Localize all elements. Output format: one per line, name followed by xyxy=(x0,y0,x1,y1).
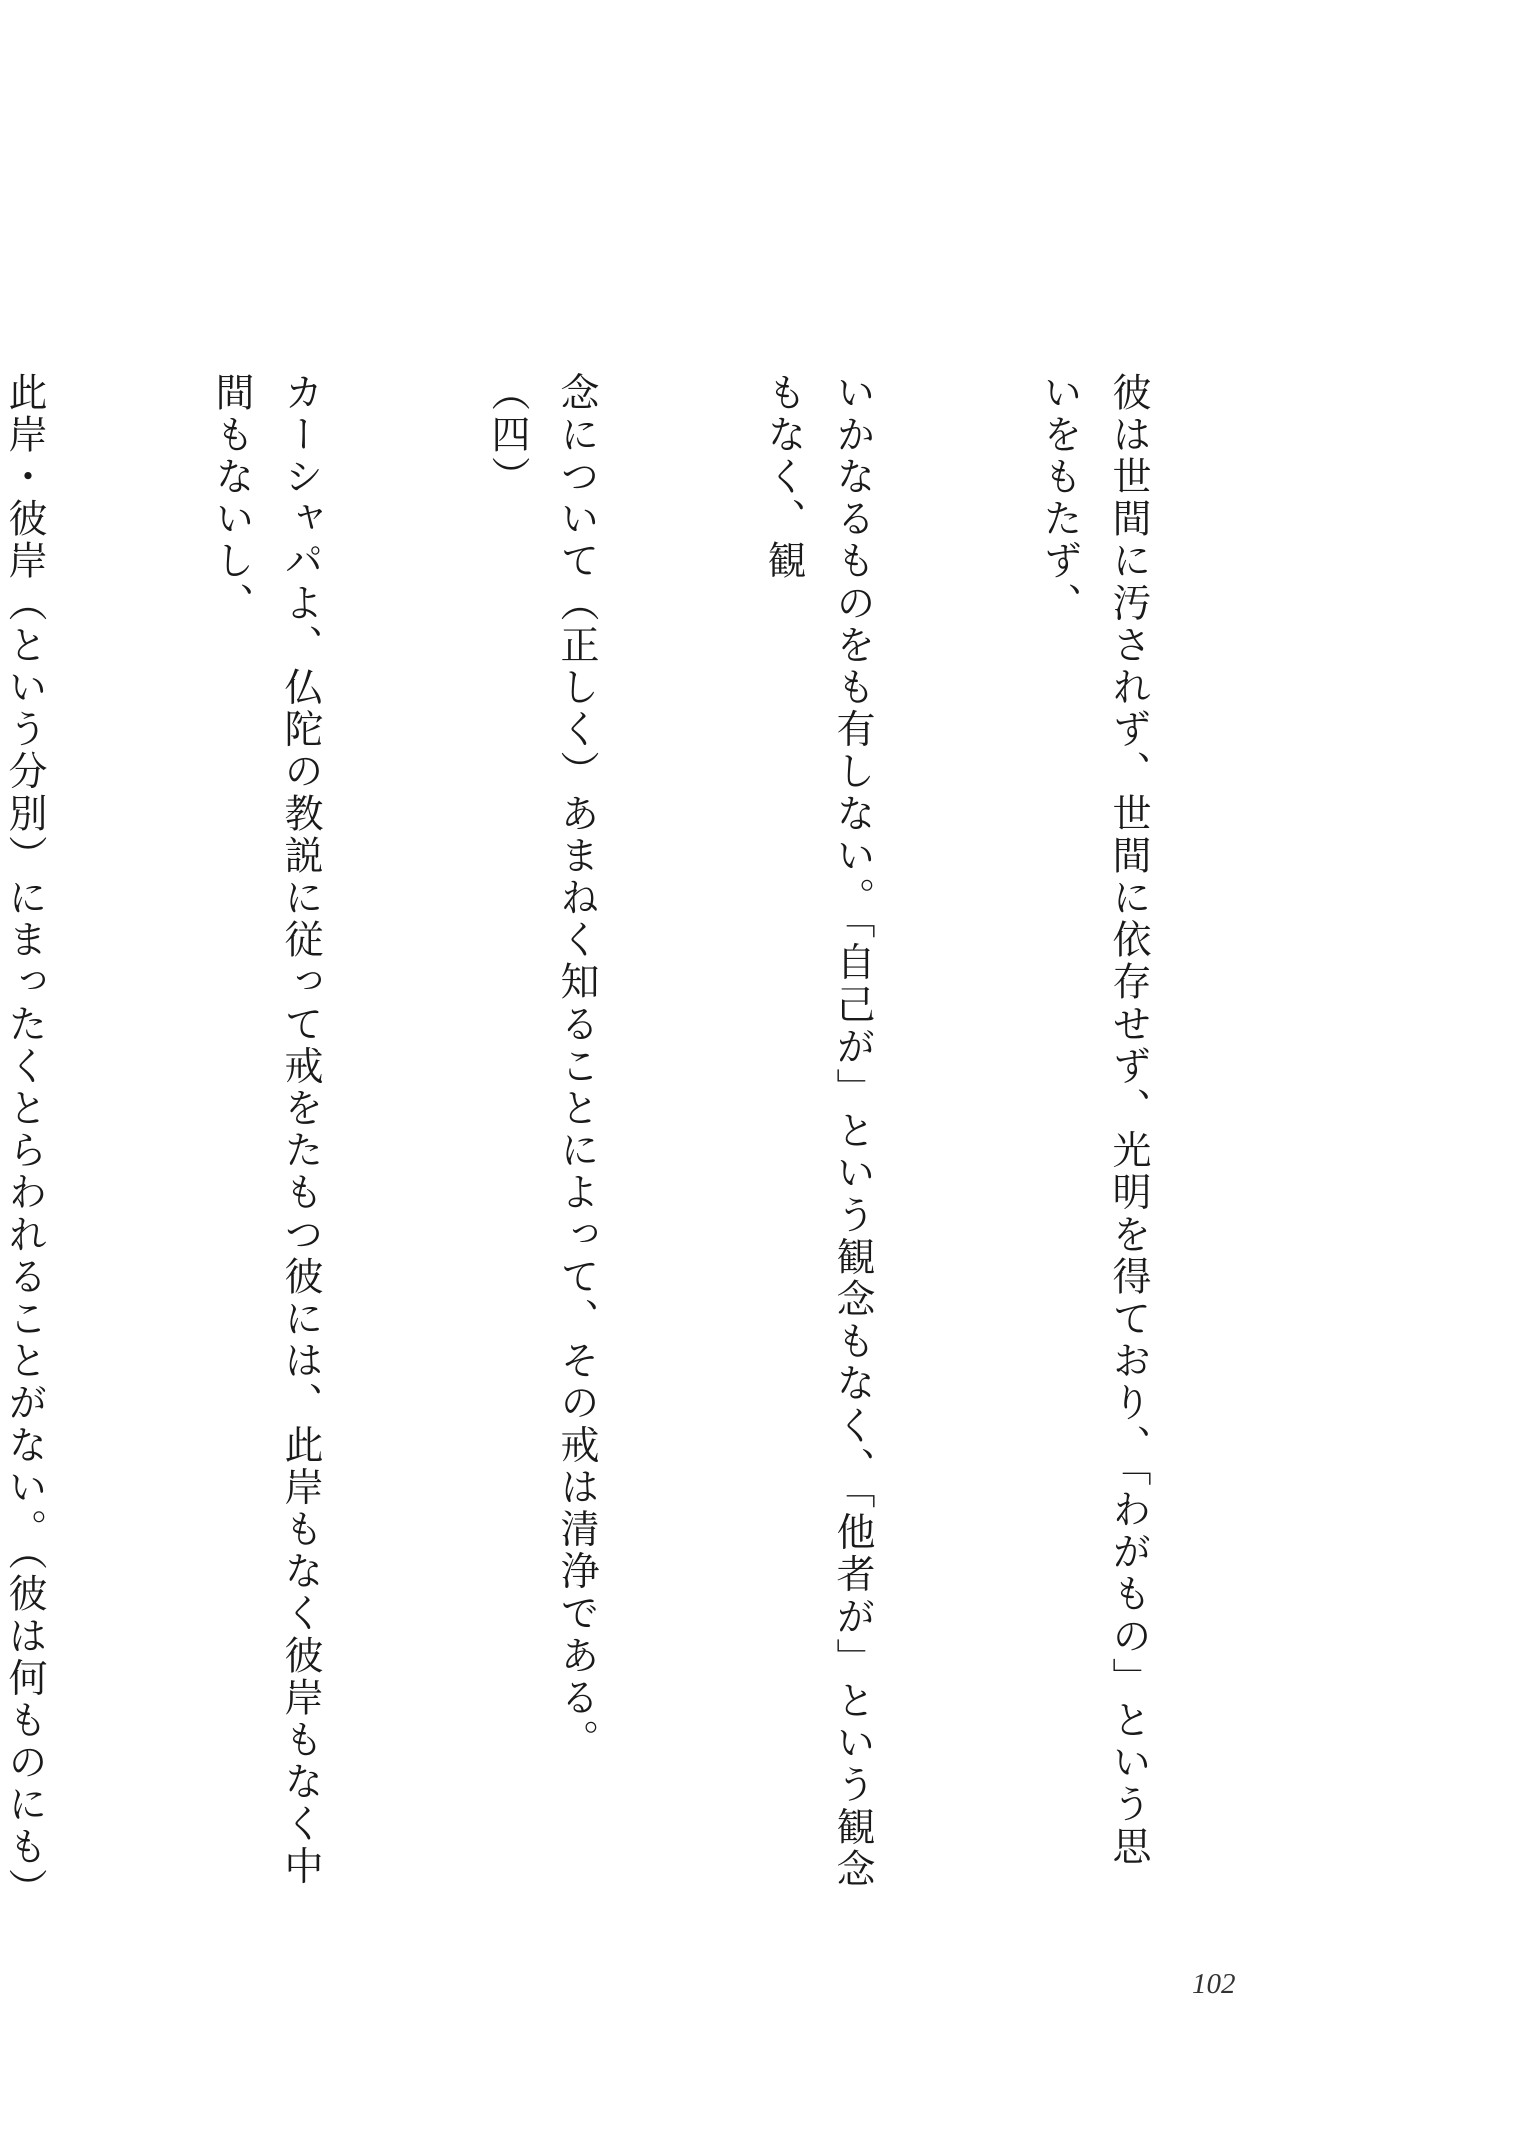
page-number: 102 xyxy=(1192,1968,1236,2000)
text-line: 此岸・彼岸（という分別）にまったくとらわれることがない。（彼は何ものにも） xyxy=(2,372,47,1891)
text-line: カーシャパよ、仏陀の教説に従って戒をたもつ彼には、此岸もなく彼岸もなく中間もないし、 xyxy=(209,372,323,1888)
text-line: 念について（正しく）あまねく知ることによって、その戒は清浄である。 （四） xyxy=(485,372,599,1995)
text-line: いかなるものをも有しない。「自己が」という観念もなく、「他者が」という観念もなく、観 xyxy=(761,372,875,1891)
text-line: 彼は世間に汚されず、世間に依存せず、光明を得ており、「わがもの」という思いをもたず、 xyxy=(1037,372,1151,1869)
